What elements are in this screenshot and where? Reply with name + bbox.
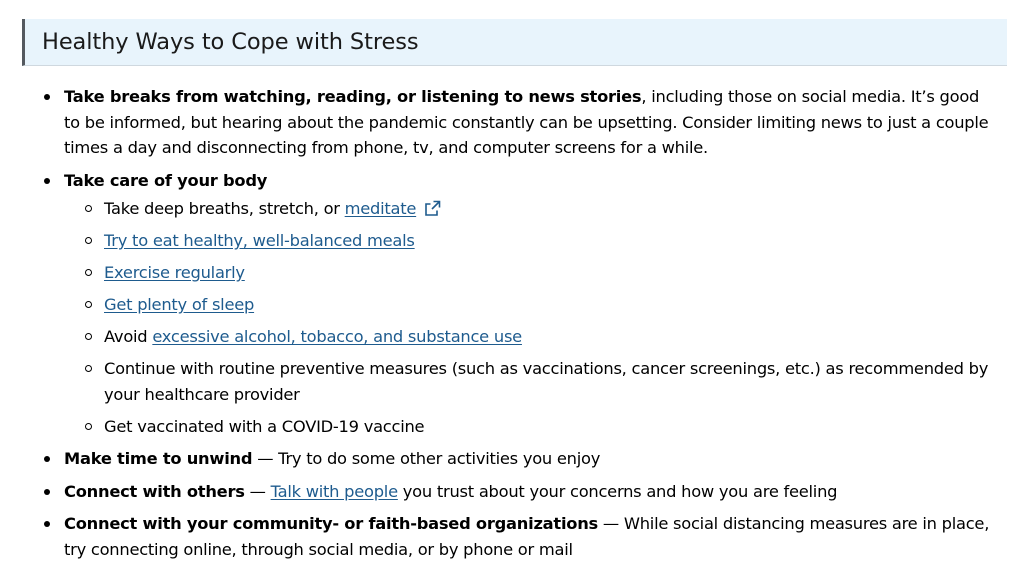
circle-bullet-icon [85,237,92,244]
bullet-icon [44,489,50,495]
external-link-icon[interactable] [424,200,441,217]
list-item-body-care [0,168,1015,440]
sublist-item-meditate [64,196,995,222]
sublist-item-exercise [64,260,995,286]
community-heading: Connect with your community- or faith-based organizations [64,514,598,533]
unwind-heading: Make time to unwind [64,449,253,468]
connect-separator: — [244,481,271,501]
circle-bullet-icon [85,333,92,340]
sublist-item-preventive [64,356,995,407]
meditate-text: Take deep breaths, stretch, or [104,199,345,218]
news-breaks-heading: Take breaks from watching, reading, or listening to news stories [64,87,642,106]
coping-list [0,84,1015,562]
list-item-unwind [0,446,1015,472]
circle-bullet-icon [85,423,92,430]
body-care-heading: Take care of your body [64,170,268,190]
circle-bullet-icon [85,301,92,308]
sublist-item-avoid [64,324,995,350]
bullet-icon [44,94,50,100]
connect-others-heading: Connect with others [64,481,245,501]
unwind-text: — Try to do some other activities you enjoy [252,449,601,468]
talk-with-people-link[interactable]: Talk with people [270,481,398,501]
news-breaks-text: , including those on social media. It’s good to be informed, but hearing about the pandemic constantly can be upsetting. Consider limiting news to just a couple times a day and disconnecting from phone, tv, and computer screens for a while. [64,87,989,157]
coping-list-container [0,84,1015,569]
section-title: Healthy Ways to Cope with Stress [42,29,419,55]
sublist-item-vaccine [64,414,995,440]
list-item-community [0,511,1015,562]
preventive-text: Continue with routine preventive measures (such as vaccinations, cancer screenings, etc.) as recommended by your healthcare provider [104,359,989,404]
circle-bullet-icon [85,269,92,276]
eat-healthy-link[interactable]: Try to eat healthy, well-balanced meals [104,231,415,250]
sublist-item-eat [64,228,995,254]
sleep-link[interactable]: Get plenty of sleep [104,295,255,314]
section-header [22,19,1007,66]
exercise-link[interactable]: Exercise regularly [104,263,245,282]
bullet-icon [44,178,50,184]
circle-bullet-icon [85,205,92,212]
list-item-connect-others [0,479,1015,505]
body-care-sublist [64,196,995,439]
connect-others-text: you trust about your concerns and how you are feeling [397,481,838,501]
sublist-item-sleep [64,292,995,318]
vaccine-text: Get vaccinated with a COVID-19 vaccine [104,416,425,436]
meditate-link[interactable]: meditate [344,199,417,218]
bullet-icon [44,456,50,462]
substance-use-link[interactable]: excessive alcohol, tobacco, and substance use [152,327,522,346]
community-text: — While social distancing measures are in place, try connecting online, through social media, or by phone or mail [64,514,990,559]
avoid-text: Avoid [104,327,153,346]
bullet-icon [44,521,50,527]
list-item-news-breaks [0,84,1015,161]
circle-bullet-icon [85,365,92,372]
